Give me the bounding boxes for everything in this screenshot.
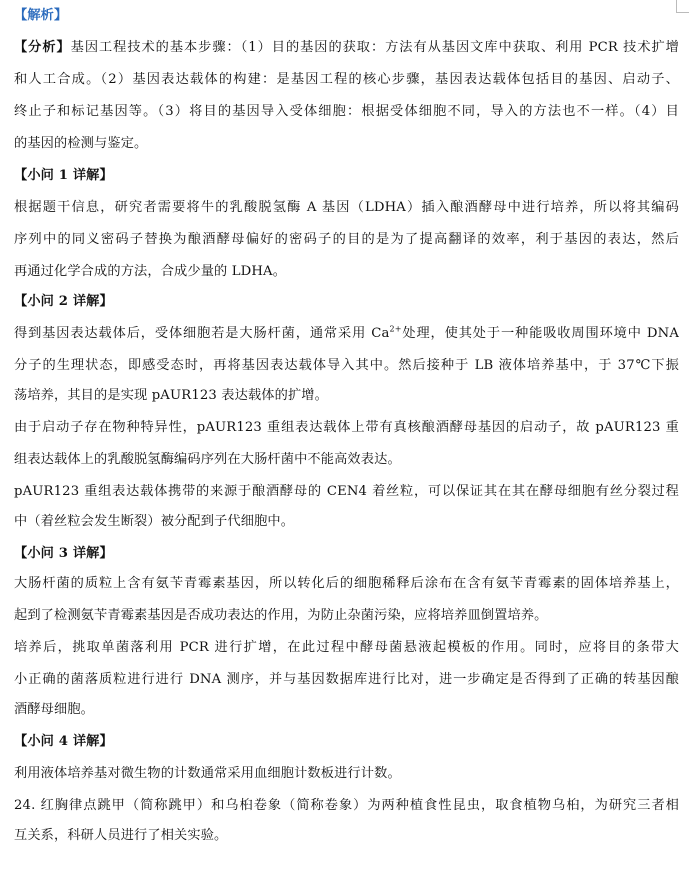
analysis-line-2: 和人工合成。（2）基因表达载体的构建：是基因工程的核心步骤，基因表达载体包括目的基因、启动子、 <box>14 72 679 87</box>
q2-line-6: pAUR123 重组表达载体携带的来源于酿酒酵母的 CEN4 着丝粒，可以保证其在其在酵母细胞有丝分裂过程 <box>14 484 679 499</box>
q3-line-1: 大肠杆菌的质粒上含有氨苄青霉素基因，所以转化后的细胞稀释后涂布在含有氨苄青霉素的固体培养基上， <box>14 576 679 591</box>
analysis-line-4: 的基因的检测与鉴定。 <box>14 136 148 151</box>
analysis-line-1 <box>14 38 679 58</box>
q2-heading: 【小问 2 详解】 <box>14 294 113 309</box>
analysis-heading: 【解析】 <box>14 8 68 23</box>
q2-line-1-a: 得到基因表达载体后，受体细胞若是大肠杆菌，通常采用 Ca <box>14 326 390 341</box>
question-24-line-1: 24. 红胸律点跳甲（简称跳甲）和乌桕卷象（简称卷象）为两种植食性昆虫，取食植物乌桕，为研究三者相 <box>14 798 679 813</box>
q2-line-2: 分子的生理状态，即感受态时，再将基因表达载体导入其中。然后接种于 LB 液体培养基中，于 37℃下振 <box>14 358 679 373</box>
q3-line-3: 培养后，挑取单菌落利用 PCR 进行扩增，在此过程中酵母菌悬液起模板的作用。同时，应将目的条带大 <box>14 640 679 655</box>
q1-line-2: 序列中的同义密码子替换为酿酒酵母偏好的密码子的目的是为了提高翻译的效率，利于基因的表达，然后 <box>14 232 679 247</box>
q2-line-5: 组表达载体上的乳酸脱氢酶编码序列在大肠杆菌中不能高效表达。 <box>14 452 401 467</box>
analysis-line-3: 终止子和标记基因等。（3）将目的基因导入受体细胞：根据受体细胞不同，导入的方法也不一样。（4）目 <box>14 104 679 119</box>
q3-line-4: 小正确的菌落质粒进行进行 DNA 测序，并与基因数据库进行比对，进一步确定是否得到了正确的转基因酿 <box>14 672 679 687</box>
q1-heading: 【小问 1 详解】 <box>14 168 113 183</box>
q2-line-3: 荡培养，其目的是实现 pAUR123 表达载体的扩增。 <box>14 388 328 403</box>
q2-line-4: 由于启动子存在物种特异性，pAUR123 重组表达载体上带有真核酿酒酵母基因的启动子，故 pAUR123 重 <box>14 420 679 435</box>
q2-line-7: 中（着丝粒会发生断裂）被分配到子代细胞中。 <box>14 514 295 529</box>
q3-heading: 【小问 3 详解】 <box>14 546 113 561</box>
q2-line-1-b: 处理，使其处于一种能吸收周围环境中 DNA <box>401 326 679 341</box>
q4-heading: 【小问 4 详解】 <box>14 734 113 749</box>
question-24-line-2: 互关系，科研人员进行了相关实验。 <box>14 828 228 843</box>
fenxi-label: 【分析】 <box>14 40 71 55</box>
q4-line-1: 利用液体培养基对微生物的计数通常采用血细胞计数板进行计数。 <box>14 766 401 781</box>
q2-line-1 <box>14 324 679 344</box>
q3-line-2: 起到了检测氨苄青霉素基因是否成功表达的作用，为防止杂菌污染，应将培养皿倒置培养。 <box>14 608 548 623</box>
q3-line-5: 酒酵母细胞。 <box>14 702 95 717</box>
q1-line-3: 再通过化学合成的方法，合成少量的 LDHA。 <box>14 264 287 279</box>
q2-line-1-sup: 2+ <box>389 324 402 334</box>
q1-line-1: 根据题干信息，研究者需要将牛的乳酸脱氢酶 A 基因（LDHA）插入酿酒酵母中进行培养，所以将其编码 <box>14 200 679 215</box>
fenxi-text-1: 基因工程技术的基本步骤：（1）目的基因的获取：方法有从基因文库中获取、利用 PCR 技术扩增 <box>70 40 679 55</box>
